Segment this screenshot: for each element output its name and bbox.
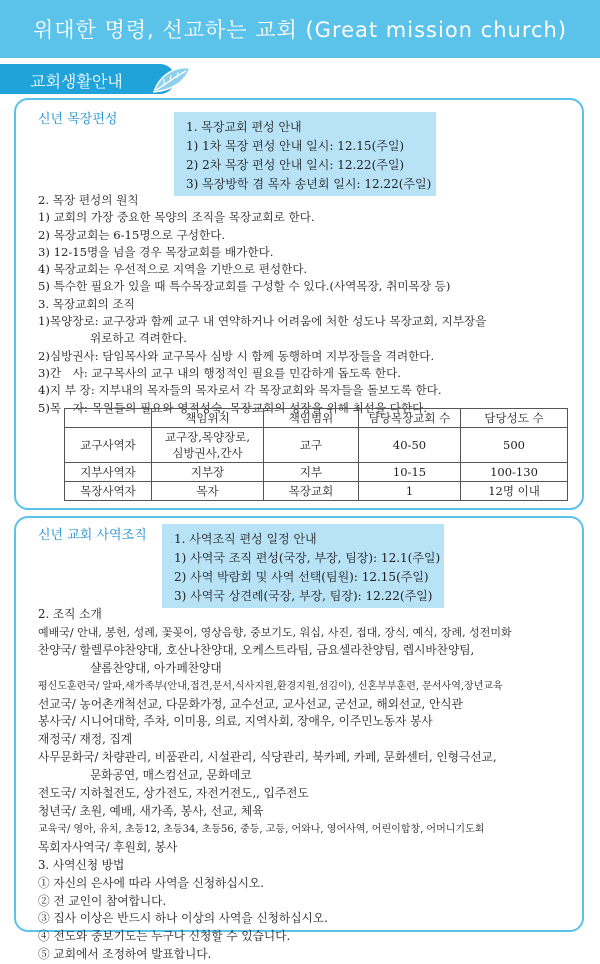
text-line: 3. 사역신청 방법 (38, 857, 125, 872)
text-line: 사무문화국/ 차량관리, 비품관리, 시설관리, 식당관리, 북카페, 카페, 문화센터, 인형극선교, (38, 750, 497, 765)
text-line: 2)심방권사: 담임목사와 교구목사 심방 시 함께 동행하며 지부장들을 격려한다. (38, 348, 435, 363)
text-line: 예배국/ 안내, 봉헌, 성례, 꽃꽂이, 영상음향, 중보기도, 워십, 사진, 접대, 장식, 예식, 장례, 성전미화 (38, 625, 512, 639)
text-line: 전도국/ 지하철전도, 상가전도, 자전거전도,, 입주전도 (38, 786, 309, 801)
table-cell: 1 (359, 482, 461, 501)
infobox-line: 2) 사역 박람회 및 사역 선택(팀원): 12.15(주일) (174, 570, 429, 584)
table-row (65, 428, 568, 463)
text-line: 5) 특수한 필요가 있을 때 특수목장교회를 구성할 수 있다.(사역목장, 취미목장 등) (38, 279, 451, 294)
text-line: ① 자신의 은사에 따라 사역을 신청하십시오. (38, 875, 264, 890)
table-cell: 지부 (264, 463, 359, 482)
text-line: 5)목 자: 목원들의 필요와 영적성숙, 목장교회의 성장을 위해 최선을 다한다. (38, 400, 428, 415)
text-line: 3) 12-15명을 넘을 경우 목장교회를 배가한다. (38, 244, 274, 259)
infobox-line: 1. 목장교회 편성 안내 (186, 120, 302, 134)
text-line: 4) 목장교회는 우선적으로 지역을 기반으로 편성한다. (38, 262, 308, 277)
table-header-cell: 책임범위 (264, 409, 359, 428)
text-line: 1)목양장로: 교구장과 함께 교구 내 연약하거나 어려움에 처한 성도나 목장교회, 지부장을 (38, 314, 487, 329)
infobox-line: 1. 사역조직 편성 일정 안내 (174, 532, 317, 546)
table-header-cell: 담당성도 수 (461, 409, 568, 428)
section-tab-label: 교회생활안내 (30, 72, 123, 91)
text-line: 교육국/ 영아, 유치, 초등12, 초등34, 초등56, 중등, 고등, 어와나, 영어사역, 어린이합창, 어머니기도회 (38, 823, 485, 835)
infobox-line: 2) 2차 목장 편성 안내 일시: 12.22(주일) (186, 158, 405, 172)
table-header-row (65, 409, 568, 428)
infobox-line: 1) 사역국 조직 편성(국장, 부장, 팀장): 12.1(주일) (174, 551, 441, 565)
text-line: ③ 집사 이상은 반드시 하나 이상의 사역을 신청하십시오. (38, 911, 328, 926)
table-cell: 100-130 (461, 463, 568, 482)
text-line: 2. 목장 편성의 원칙 (38, 193, 139, 207)
organization-text (38, 606, 512, 964)
text-line: 2. 조직 소개 (38, 607, 102, 621)
text-line: 찬양국/ 할렐루야찬양대, 호산나찬양대, 오케스트라팀, 금요셀라찬양팀, 렙시바찬양팀, (38, 642, 475, 657)
text-line: 목회자사역국/ 후원회, 봉사 (38, 839, 178, 854)
table-header-cell (65, 409, 152, 428)
text-line: 1) 교회의 가장 중요한 목양의 조직을 목장교회로 한다. (38, 210, 315, 225)
table-cell: 12명 이내 (461, 482, 568, 501)
panel-ministry-organization (14, 516, 584, 962)
text-line: ② 전 교인이 참여합니다. (38, 893, 167, 908)
schedule-infobox (162, 524, 444, 608)
header-title: 위대한 명령, 선교하는 교회 (Great mission church) (32, 18, 568, 42)
text-line: 4)지 부 장: 지부내의 목자들의 목자로서 각 목장교회와 목자들을 돌보도록 한다. (38, 383, 442, 398)
text-line: 샬롬찬양대, 아가페찬양대 (90, 660, 222, 675)
table-cell: 40-50 (359, 428, 461, 463)
roles-table (64, 408, 568, 501)
infobox-line: 3) 사역국 상견례(국장, 부장, 팀장): 12.22(주일) (174, 589, 433, 603)
text-line: 재정국/ 재정, 집계 (38, 732, 133, 747)
text-line: 위로하고 격려한다. (90, 331, 187, 346)
table-cell: 목자 (152, 482, 264, 501)
table-cell: 지부장 (152, 463, 264, 482)
table-row (65, 482, 568, 501)
table-cell: 목장사역자 (65, 482, 152, 501)
table-cell: 교구사역자 (65, 428, 152, 463)
section-tab (0, 64, 175, 94)
page-header (0, 0, 600, 58)
table-cell: 10-15 (359, 463, 461, 482)
table-cell: 지부사역자 (65, 463, 152, 482)
panel-group-formation (14, 98, 584, 510)
panel-title: 신년 교회 사역조직 (38, 528, 147, 543)
text-line: 선교국/ 농어촌개척선교, 다문화가정, 교수선교, 교사선교, 군선교, 해외선교, 안식관 (38, 696, 463, 711)
leaf-icon (150, 64, 194, 96)
table-header-cell: 담당목장교회 수 (359, 409, 461, 428)
text-line: 3. 목장교회의 조직 (38, 296, 135, 311)
text-line: 문화공연, 매스컴선교, 문화데코 (90, 768, 252, 783)
text-line: 3)간 사: 교구목사의 교구 내의 행정적인 필요를 민감하게 돕도록 한다. (38, 365, 401, 380)
text-line: 청년국/ 초원, 예배, 새가족, 봉사, 선교, 체육 (38, 803, 264, 818)
table-cell: 500 (461, 428, 568, 463)
principles-text (38, 192, 486, 417)
table-cell: 목장교회 (264, 482, 359, 501)
table-header-cell: 책임위치 (152, 409, 264, 428)
text-line: 평신도훈련국/ 알파,새가족부(안내,접견,문서,식사지원,환경지원,섬김이), 신혼부부훈련, 문서사역,장년교육 (38, 680, 503, 692)
table-row (65, 463, 568, 482)
panel-title: 신년 목장편성 (38, 112, 118, 127)
schedule-infobox (174, 112, 436, 196)
text-line: ④ 전도와 중보기도는 누구나 신청할 수 있습니다. (38, 929, 291, 944)
table-cell: 교구장,목양장로, 심방권사,간사 (152, 428, 264, 463)
infobox-line: 3) 목장방학 겸 목자 송년회 일시: 12.22(주일) (186, 177, 432, 191)
table-cell: 교구 (264, 428, 359, 463)
text-line: 2) 목장교회는 6-15명으로 구성한다. (38, 227, 226, 242)
text-line: 봉사국/ 시니어대학, 주차, 이미용, 의료, 지역사회, 장애우, 이주민노동자 봉사 (38, 714, 433, 729)
infobox-line: 1) 1차 목장 편성 안내 일시: 12.15(주일) (186, 139, 405, 153)
text-line: ⑤ 교회에서 조정하여 발표합니다. (38, 947, 212, 962)
